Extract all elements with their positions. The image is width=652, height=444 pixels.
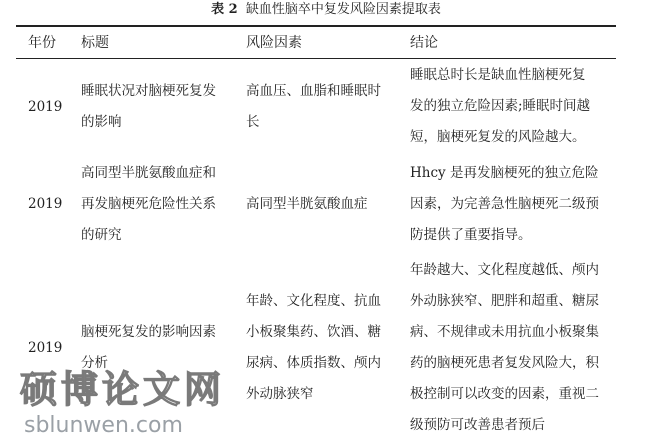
table-header-rule bbox=[16, 58, 616, 59]
row-year: 2019 bbox=[28, 196, 63, 212]
table-caption bbox=[0, 2, 652, 18]
row-year: 2019 bbox=[28, 340, 63, 356]
row-risk-factors: 高同型半胱氨酸血症 bbox=[246, 196, 368, 212]
watermark-title: 硕博论文网 bbox=[20, 368, 225, 411]
header-risk-factors: 风险因素 bbox=[246, 35, 302, 51]
watermark bbox=[20, 368, 250, 444]
header-year: 年份 bbox=[28, 35, 56, 51]
row-conclusion: Hhcy 是再发脑梗死的独立危险 因素，为完善急性脑梗死二级预 防提供了重要指导。 bbox=[410, 165, 599, 243]
row-title: 脑梗死复发的影响因素 分析 bbox=[81, 324, 216, 371]
row-title: 高同型半胱氨酸血症和 再发脑梗死危险性关系 的研究 bbox=[81, 165, 216, 243]
header-title: 标题 bbox=[81, 35, 109, 51]
row-risk-factors: 年龄、文化程度、抗血 小板聚集药、饮酒、糖 尿病、体质指数、颅内 外动脉狭窄 bbox=[246, 293, 381, 402]
row-risk-factors: 高血压、血脂和睡眠时 长 bbox=[246, 83, 381, 130]
header-conclusion: 结论 bbox=[410, 35, 438, 51]
table-caption-text: 缺血性脑卒中复发风险因素提取表 bbox=[245, 2, 441, 17]
row-conclusion: 年龄越大、文化程度越低、颅内 外动脉狭窄、肥胖和超重、糖尿 病、不规律或未用抗血小板聚集 药的脑梗死患者复发风险大，积 极控制可以改变的因素，重视二 级预防可改善患者预后 bbox=[410, 262, 599, 433]
row-conclusion: 睡眠总时长是缺血性脑梗死复 发的独立危险因素;睡眠时间越 短，脑梗死复发的风险越大。 bbox=[410, 67, 591, 145]
table-top-rule bbox=[16, 25, 616, 27]
row-year: 2019 bbox=[28, 99, 63, 115]
row-title: 睡眠状况对脑梗死复发 的影响 bbox=[81, 83, 216, 130]
table-number: 表 2 bbox=[211, 2, 238, 17]
watermark-url: sblunwen.com bbox=[24, 413, 183, 438]
